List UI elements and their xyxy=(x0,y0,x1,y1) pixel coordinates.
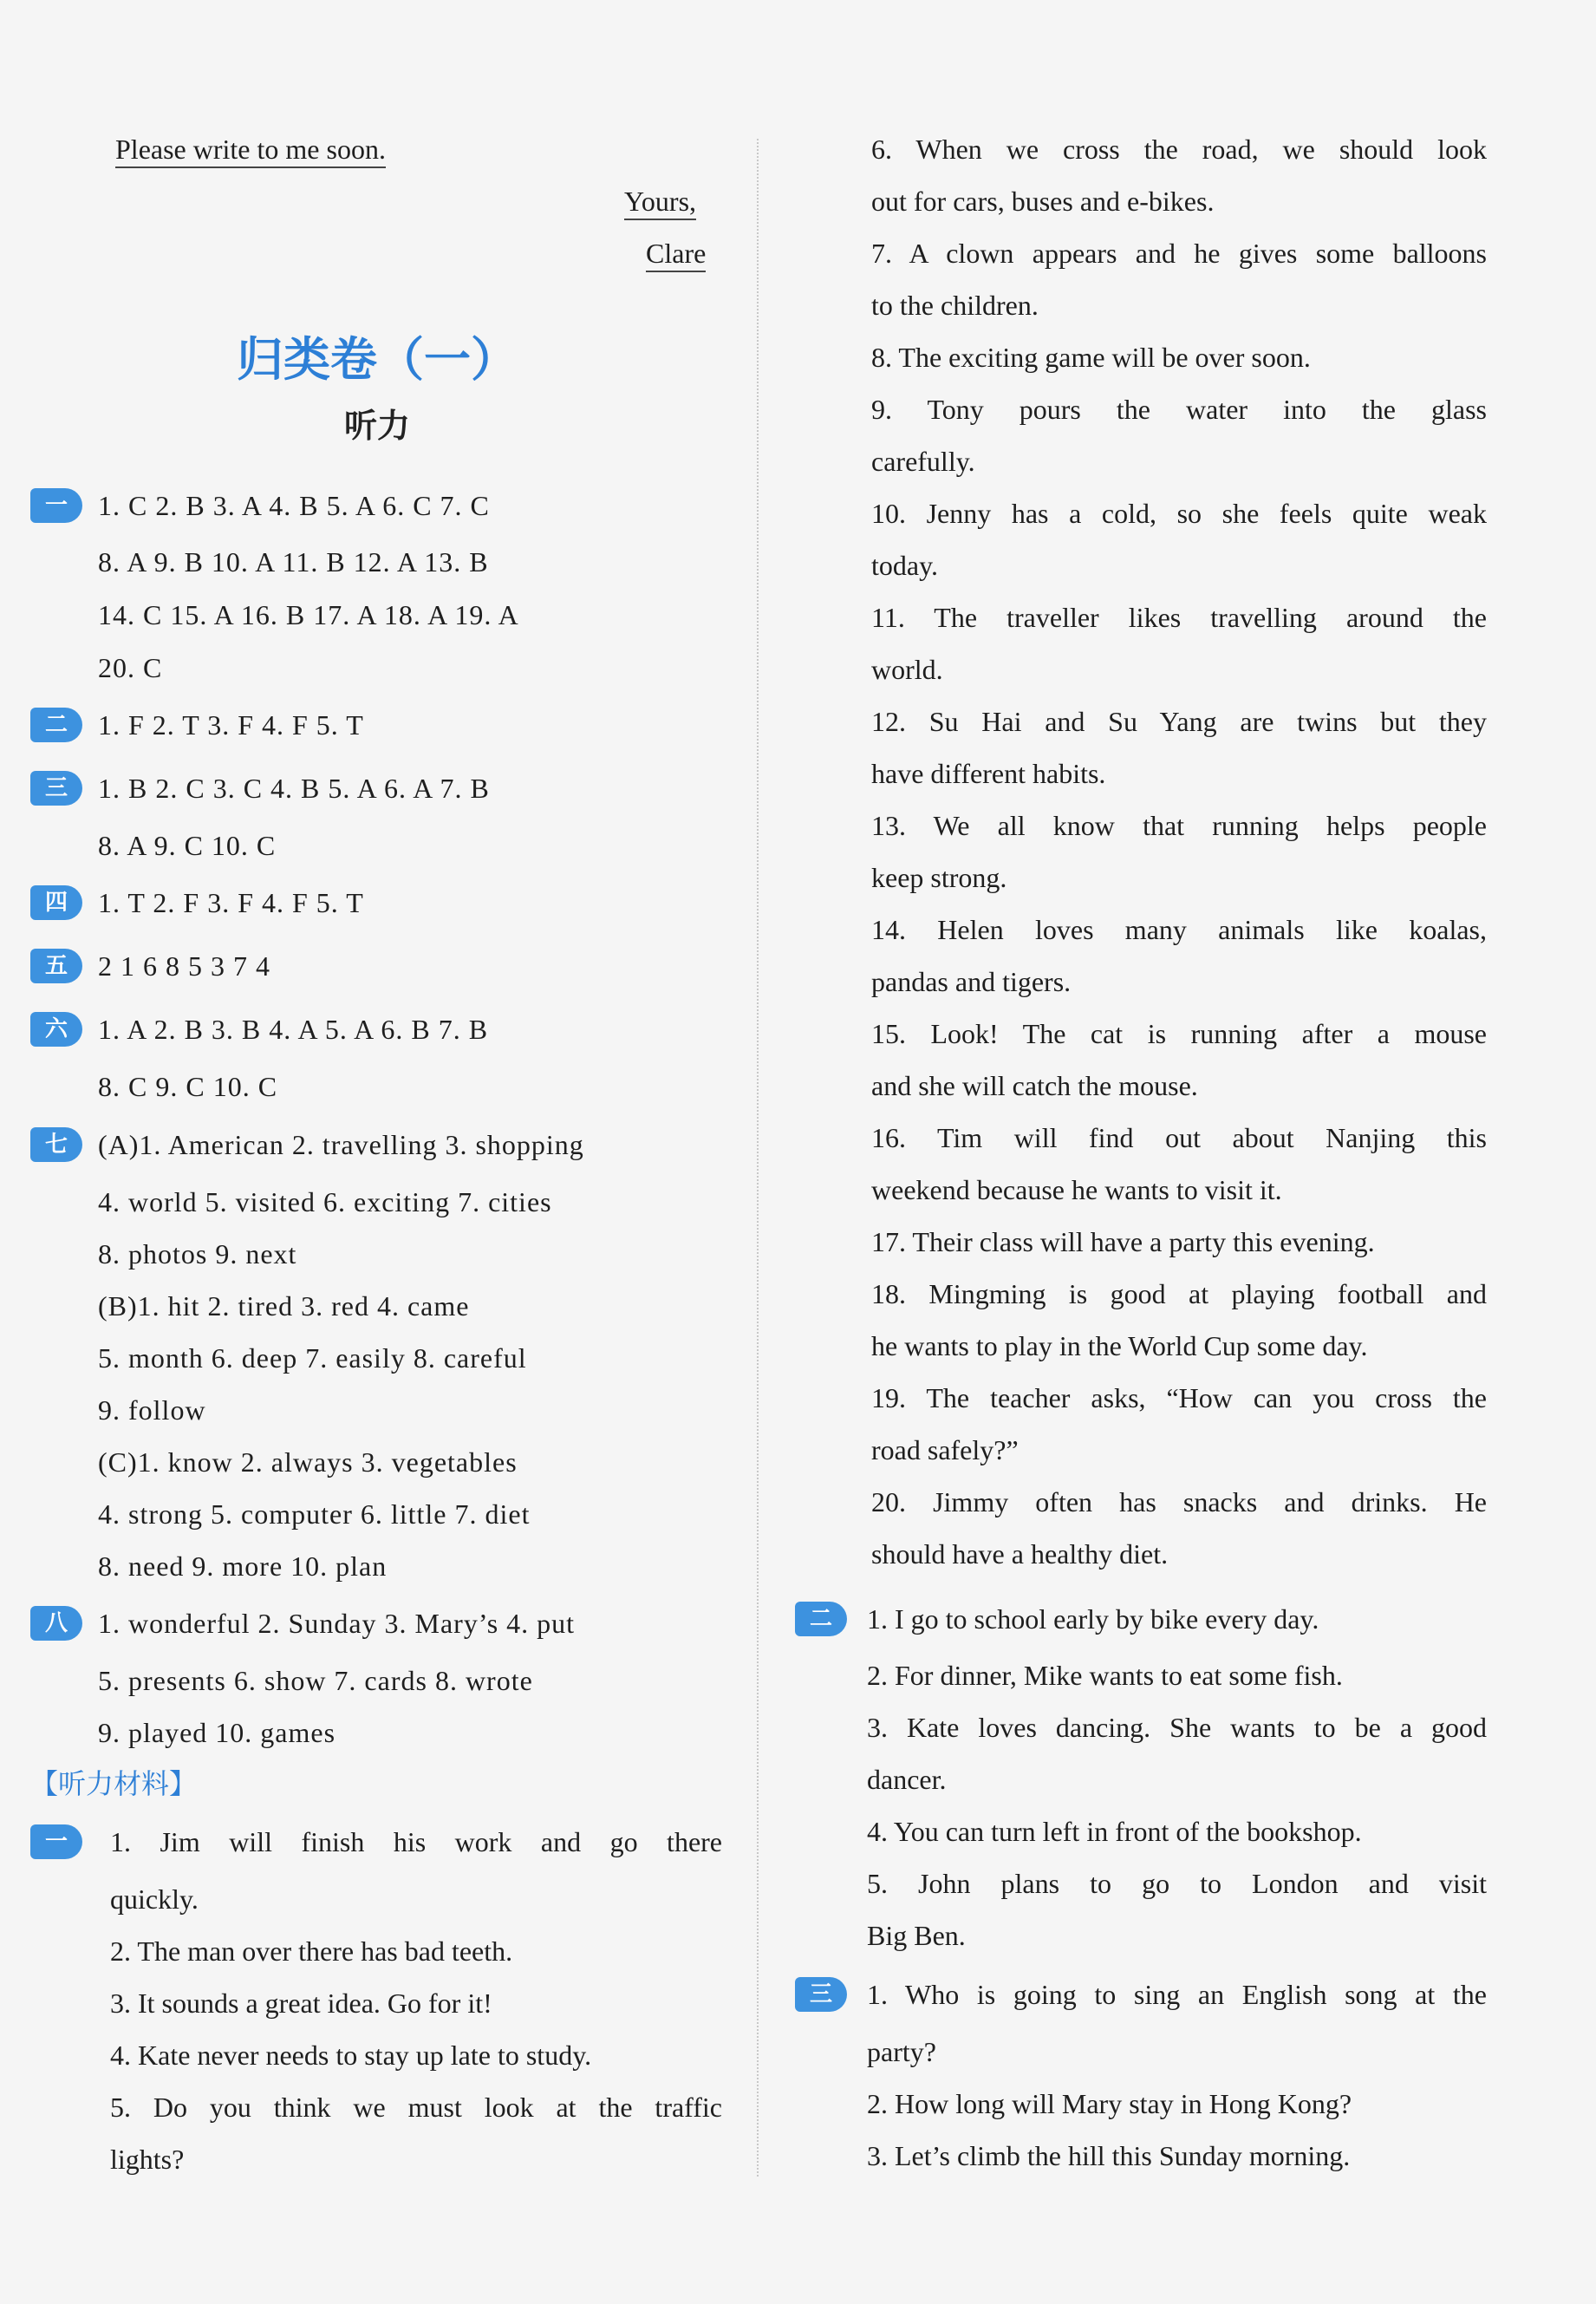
material-line: pandas and tigers. xyxy=(871,966,1072,997)
material-line: 3. Let’s climb the hill this Sunday morning. xyxy=(867,2140,1351,2171)
answer-line: (A)1. American 2. travelling 3. shopping xyxy=(98,1129,584,1160)
answer-line: 8. A 9. C 10. C xyxy=(98,830,277,861)
material-badge-2: 二 xyxy=(795,1602,847,1636)
answer-line: 1. C 2. B 3. A 4. B 5. A 6. C 7. C xyxy=(98,490,490,521)
material-line: 18. Mingming is good at playing football and xyxy=(871,1278,1487,1309)
answer-line: 14. C 15. A 16. B 17. A 18. A 19. A xyxy=(98,599,519,630)
answer-line: 8. C 9. C 10. C xyxy=(98,1071,278,1102)
material-line: and she will catch the mouse. xyxy=(871,1070,1198,1101)
section-badge-6: 六 xyxy=(30,1012,82,1047)
section-badge-2: 二 xyxy=(30,708,82,742)
letter-closing-line: Please write to me soon. xyxy=(115,132,386,166)
material-line: 1. Jim will finish his work and go there xyxy=(110,1826,722,1857)
material-line: 7. A clown appears and he gives some balloons xyxy=(871,238,1487,269)
answer-line: 4. strong 5. computer 6. little 7. diet xyxy=(98,1498,531,1530)
answer-line: 20. C xyxy=(98,652,163,683)
material-line: carefully. xyxy=(871,446,975,477)
column-divider xyxy=(757,139,759,2177)
material-line: 2. The man over there has bad teeth. xyxy=(110,1935,513,1967)
answer-line: 5. presents 6. show 7. cards 8. wrote xyxy=(98,1665,533,1696)
answer-line: 4. world 5. visited 6. exciting 7. cities xyxy=(98,1186,552,1217)
answer-line: (C)1. know 2. always 3. vegetables xyxy=(98,1446,518,1478)
material-line: 4. You can turn left in front of the bookshop. xyxy=(867,1816,1362,1847)
material-line: should have a healthy diet. xyxy=(871,1538,1169,1570)
answer-line: 1. T 2. F 3. F 4. F 5. T xyxy=(98,887,364,918)
listening-material-tag: 【听力材料】 xyxy=(30,1767,198,1800)
material-line: 4. Kate never needs to stay up late to study. xyxy=(110,2040,592,2071)
material-line: 3. It sounds a great idea. Go for it! xyxy=(110,1987,492,2019)
material-line: 14. Helen loves many animals like koalas, xyxy=(871,914,1487,945)
material-line: Big Ben. xyxy=(867,1920,966,1951)
section-subtitle: 听力 xyxy=(343,407,410,445)
section-badge-1: 一 xyxy=(30,488,82,523)
material-line: 20. Jimmy often has snacks and drinks. He xyxy=(871,1486,1487,1518)
material-line: 3. Kate loves dancing. She wants to be a good xyxy=(867,1712,1487,1743)
answer-line: (B)1. hit 2. tired 3. red 4. came xyxy=(98,1290,470,1322)
material-line: dancer. xyxy=(867,1764,947,1795)
material-line: keep strong. xyxy=(871,862,1007,893)
material-line: 6. When we cross the road, we should look xyxy=(871,134,1487,165)
material-line: 10. Jenny has a cold, so she feels quite weak xyxy=(871,498,1487,529)
answer-line: 9. follow xyxy=(98,1394,206,1426)
material-line: 16. Tim will find out about Nanjing this xyxy=(871,1122,1487,1153)
material-line: party? xyxy=(867,2036,936,2067)
answer-line: 1. wonderful 2. Sunday 3. Mary’s 4. put xyxy=(98,1608,576,1639)
section-badge-8: 八 xyxy=(30,1606,82,1641)
answer-line: 1. F 2. T 3. F 4. F 5. T xyxy=(98,709,364,741)
material-line: today. xyxy=(871,550,939,581)
material-line: 5. Do you think we must look at the traffic xyxy=(110,2092,722,2123)
answer-line: 2 1 6 8 5 3 7 4 xyxy=(98,950,270,982)
material-line: road safely?” xyxy=(871,1434,1019,1465)
answer-line: 1. B 2. C 3. C 4. B 5. A 6. A 7. B xyxy=(98,773,490,804)
material-badge-3: 三 xyxy=(795,1977,847,2012)
material-line: out for cars, buses and e-bikes. xyxy=(871,186,1215,217)
material-line: 12. Su Hai and Su Yang are twins but they xyxy=(871,706,1487,737)
material-line: 8. The exciting game will be over soon. xyxy=(871,342,1311,373)
answer-line: 1. A 2. B 3. B 4. A 5. A 6. B 7. B xyxy=(98,1014,489,1045)
section-badge-3: 三 xyxy=(30,771,82,806)
material-line: 2. For dinner, Mike wants to eat some fish. xyxy=(867,1660,1343,1691)
material-line: 17. Their class will have a party this evening. xyxy=(871,1226,1375,1257)
material-line: world. xyxy=(871,654,943,685)
material-line: 15. Look! The cat is running after a mouse xyxy=(871,1018,1487,1049)
material-line: lights? xyxy=(110,2144,185,2175)
answer-line: 8. need 9. more 10. plan xyxy=(98,1550,388,1582)
material-line: quickly. xyxy=(110,1883,199,1915)
material-line: to the children. xyxy=(871,290,1039,321)
material-line: have different habits. xyxy=(871,758,1106,789)
material-line: 5. John plans to go to London and visit xyxy=(867,1868,1487,1899)
section-badge-4: 四 xyxy=(30,885,82,920)
letter-signature: Clare xyxy=(646,236,706,271)
material-line: 19. The teacher asks, “How can you cross the xyxy=(871,1382,1487,1413)
material-line: 9. Tony pours the water into the glass xyxy=(871,394,1487,425)
material-line: 2. How long will Mary stay in Hong Kong? xyxy=(867,2088,1352,2119)
section-title: 归类卷（一） xyxy=(237,332,518,387)
material-line: 13. We all know that running helps people xyxy=(871,810,1487,841)
material-line: he wants to play in the World Cup some day. xyxy=(871,1330,1368,1361)
material-badge-1: 一 xyxy=(30,1824,82,1859)
answer-line: 9. played 10. games xyxy=(98,1717,336,1748)
letter-yours: Yours, xyxy=(624,184,696,219)
section-badge-5: 五 xyxy=(30,949,82,983)
answer-line: 5. month 6. deep 7. easily 8. careful xyxy=(98,1342,527,1374)
material-line: weekend because he wants to visit it. xyxy=(871,1174,1282,1205)
material-line: 11. The traveller likes travelling around the xyxy=(871,602,1487,633)
section-badge-7: 七 xyxy=(30,1127,82,1162)
answer-line: 8. A 9. B 10. A 11. B 12. A 13. B xyxy=(98,546,489,578)
material-line: 1. Who is going to sing an English song at the xyxy=(867,1979,1487,2010)
answer-line: 8. photos 9. next xyxy=(98,1238,297,1269)
material-line: 1. I go to school early by bike every day. xyxy=(867,1603,1319,1635)
